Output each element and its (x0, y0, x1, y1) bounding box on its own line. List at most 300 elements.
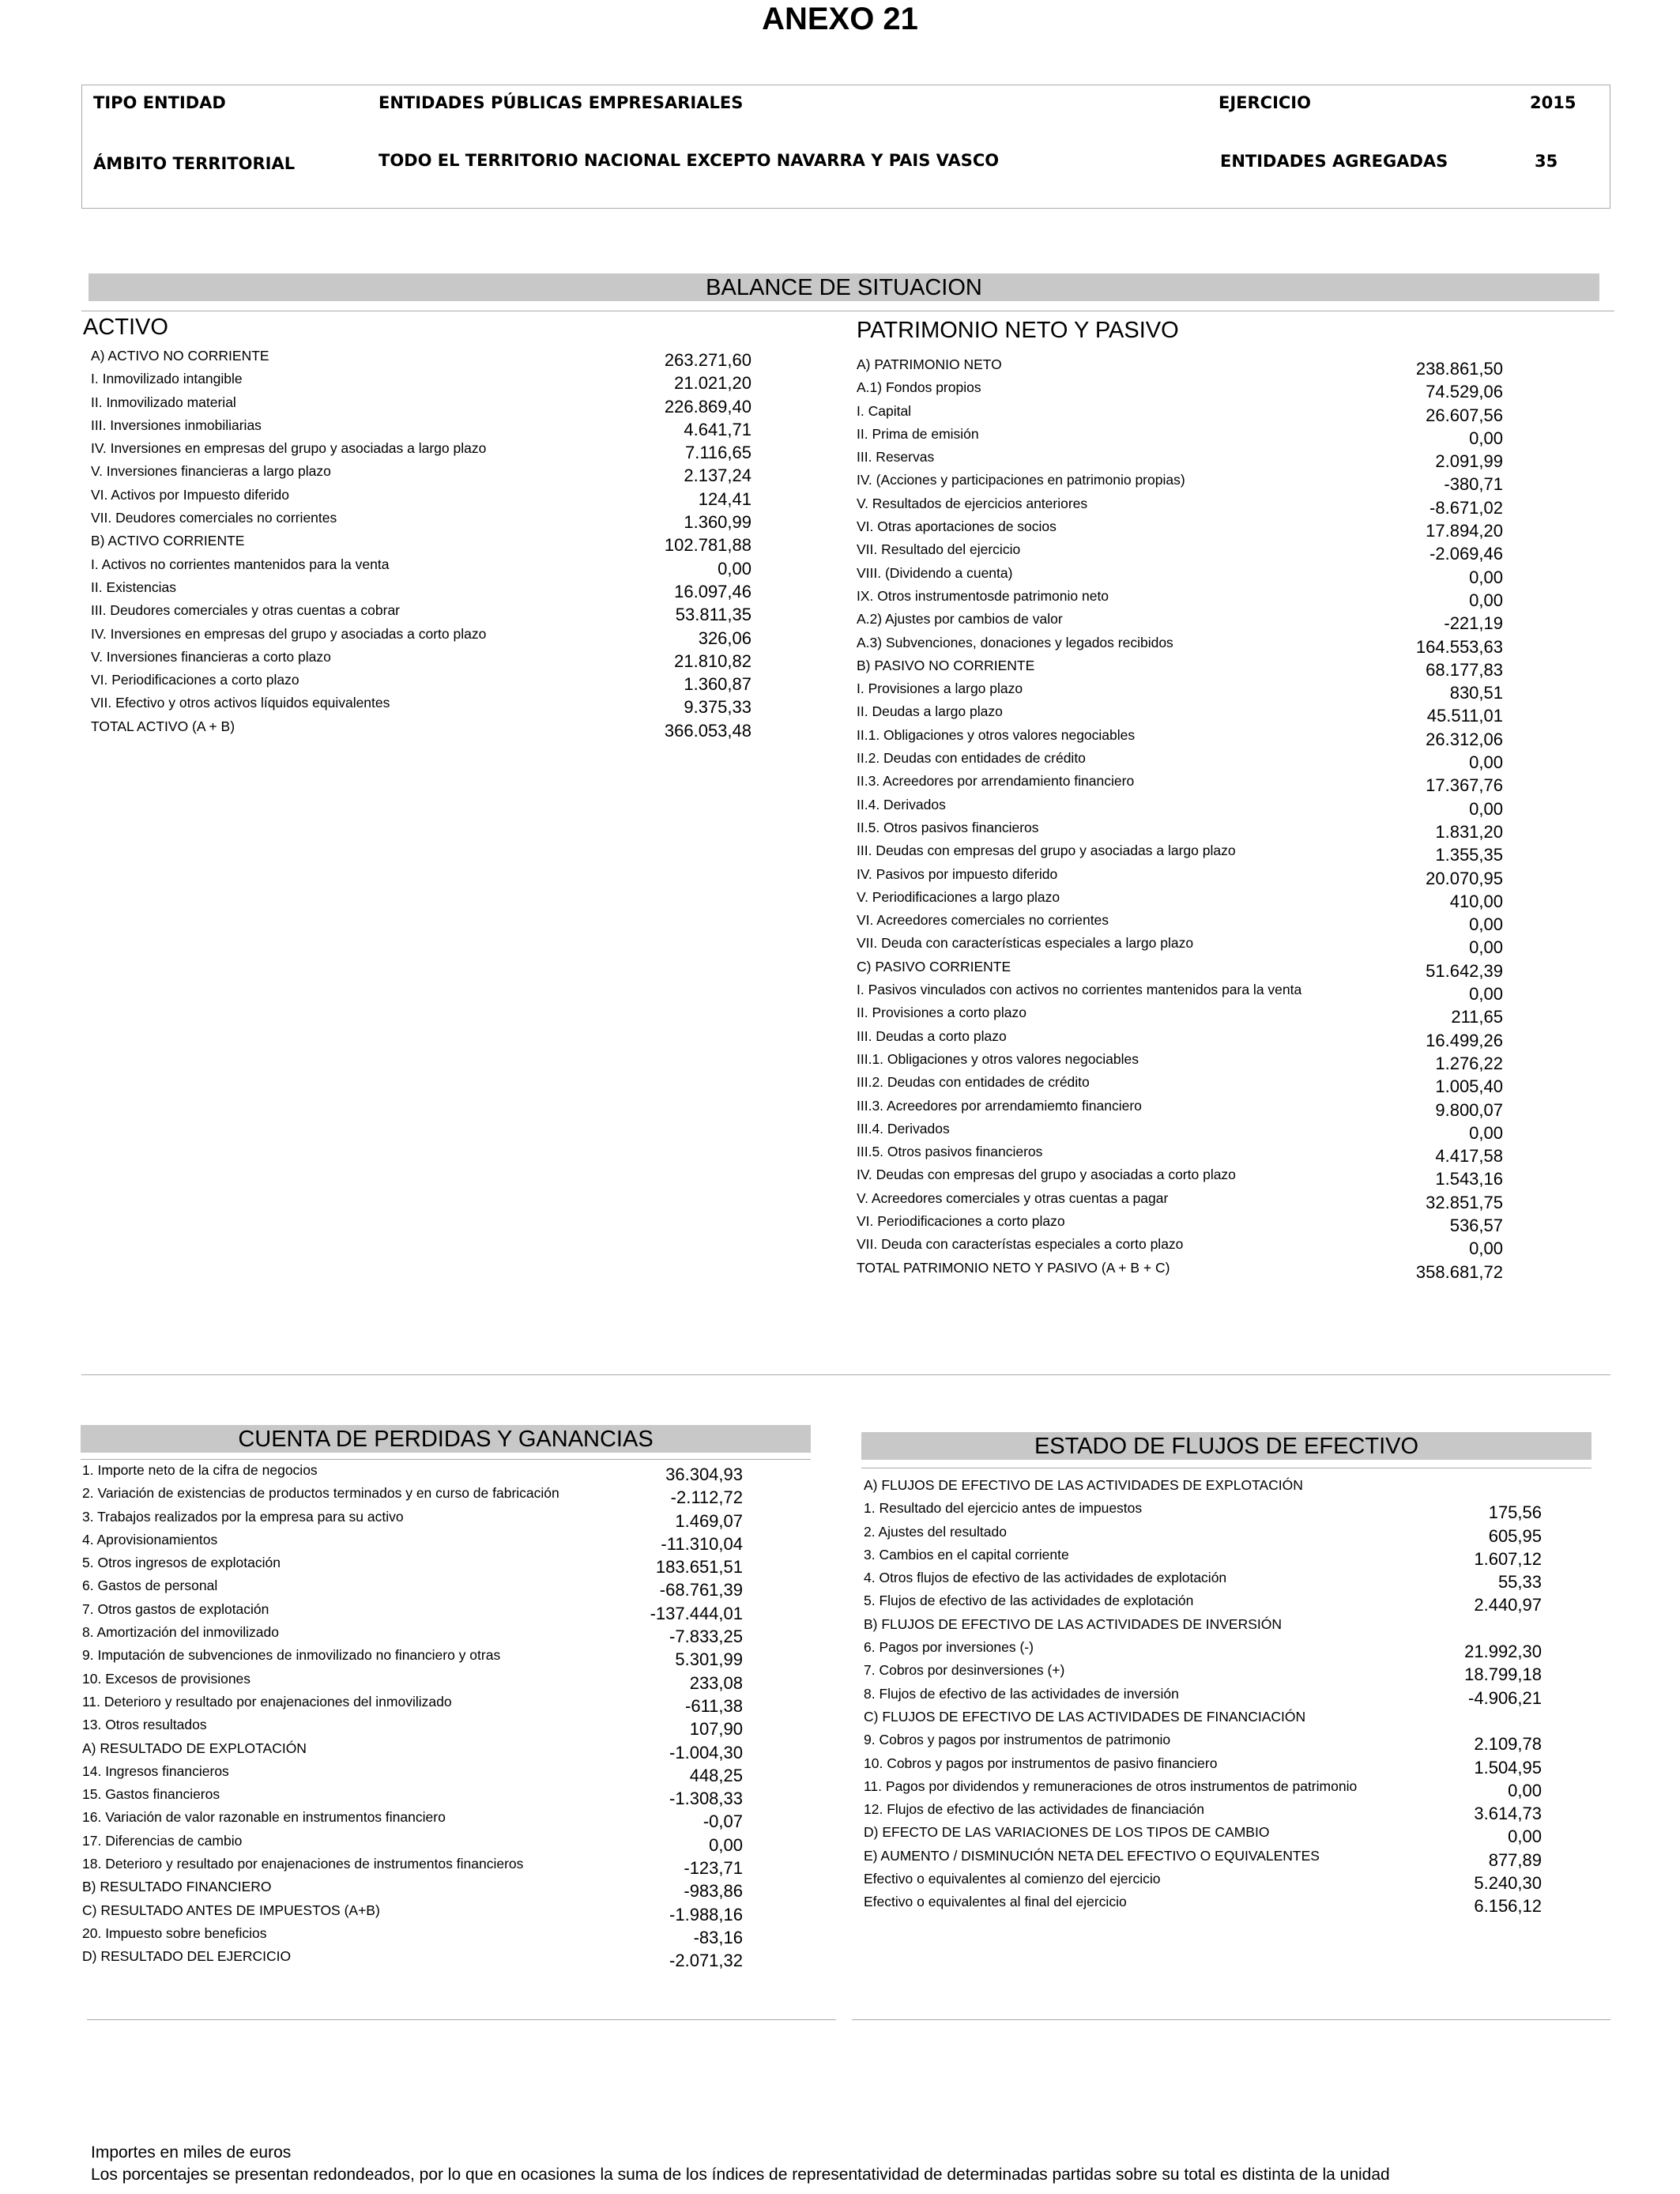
row-label: 1. Resultado del ejercicio antes de impuestos (864, 1500, 1143, 1517)
table-row (91, 463, 751, 486)
table-row (857, 866, 1503, 889)
entity-info-box (81, 85, 1610, 209)
row-label: Efectivo o equivalentes al final del ejercicio (864, 1894, 1127, 1910)
row-value: 0,00 (1508, 1826, 1542, 1847)
row-label: III. Deudas con empresas del grupo y asociadas a largo plazo (857, 843, 1236, 859)
balance-header: BALANCE DE SITUACION (89, 273, 1599, 301)
row-value: 0,00 (1469, 984, 1503, 1005)
table-row (857, 1121, 1503, 1144)
row-value: 226.869,40 (664, 396, 751, 417)
row-value: -221,19 (1444, 613, 1503, 634)
footer-rounding-note: Los porcentajes se presentan redondeados, por lo que en ocasiones la suma de los índices de representatividad de determinadas partidas sobre su total es distinta de la unidad (91, 2166, 1390, 2184)
row-value: 0,00 (1469, 567, 1503, 587)
row-value: 0,00 (1469, 1238, 1503, 1259)
row-label: 17. Diferencias de cambio (82, 1832, 243, 1849)
row-label: 6. Pagos por inversiones (-) (864, 1639, 1034, 1656)
table-row (857, 635, 1503, 658)
row-label: 7. Otros gastos de explotación (82, 1600, 269, 1617)
footer-notes (91, 2142, 1390, 2186)
row-value: 326,06 (698, 628, 751, 648)
row-label: VI. Periodificaciones a corto plazo (91, 672, 299, 688)
table-row (857, 426, 1503, 449)
row-label: TOTAL ACTIVO (A + B) (91, 718, 235, 734)
row-value: 448,25 (689, 1765, 743, 1785)
row-value: 5.240,30 (1474, 1873, 1542, 1894)
row-value: 16.499,26 (1426, 1030, 1503, 1050)
row-label: A) ACTIVO NO CORRIENTE (91, 348, 269, 364)
row-label: II.4. Derivados (857, 796, 946, 812)
row-value: 21.992,30 (1464, 1642, 1542, 1662)
table-row (82, 1485, 743, 1508)
table-row (864, 1871, 1542, 1894)
table-row (864, 1801, 1542, 1824)
row-value: -1.308,33 (669, 1789, 743, 1809)
row-value: 0,00 (1469, 937, 1503, 958)
table-row (857, 889, 1503, 912)
row-value: 20.070,95 (1426, 868, 1503, 888)
table-row (857, 449, 1503, 472)
row-value: 21.021,20 (674, 373, 751, 394)
table-row (82, 1694, 743, 1717)
row-label: III.3. Acreedores por arrendamiemto financiero (857, 1097, 1142, 1114)
table-row (857, 518, 1503, 541)
row-value: 605,95 (1488, 1525, 1542, 1546)
row-value: 21.810,82 (674, 650, 751, 671)
row-label: 14. Ingresos financieros (82, 1762, 229, 1779)
row-label: VII. Deuda con características especiales a largo plazo (857, 935, 1194, 952)
row-label: 8. Flujos de efectivo de las actividades de inversión (864, 1685, 1179, 1702)
row-value: 830,51 (1449, 683, 1503, 703)
row-value: 211,65 (1451, 1007, 1503, 1027)
table-row (82, 1948, 743, 1971)
pasivo-title: PATRIMONIO NETO Y PASIVO (857, 318, 1179, 343)
row-label: B) FLUJOS DE EFECTIVO DE LAS ACTIVIDADES DE INVERSIÓN (864, 1615, 1282, 1632)
row-label: I. Pasivos vinculados con activos no corrientes mantenidos para la venta (857, 982, 1302, 998)
row-value: -0,07 (703, 1811, 743, 1832)
table-row (864, 1662, 1542, 1685)
row-label: 18. Deterioro y resultado por enajenaciones de instrumentos financieros (82, 1856, 524, 1872)
table-row (82, 1786, 743, 1809)
pyg-table (82, 1462, 743, 1972)
row-value: 53.811,35 (675, 605, 751, 625)
table-row (857, 1236, 1503, 1259)
row-label: 1. Importe neto de la cifra de negocios (82, 1462, 318, 1478)
row-label: B) PASIVO NO CORRIENTE (857, 657, 1035, 673)
table-row (82, 1671, 743, 1694)
row-value: 0,00 (1469, 1122, 1503, 1143)
table-row (857, 1190, 1503, 1213)
row-label: II. Existencias (91, 579, 176, 595)
table-row (857, 982, 1503, 1005)
row-value: 1.276,22 (1435, 1053, 1503, 1073)
row-value: 0,00 (1469, 752, 1503, 773)
row-label: 5. Otros ingresos de explotación (82, 1555, 281, 1571)
row-value: 51.642,39 (1426, 960, 1503, 981)
row-label: 8. Amortización del inmovilizado (82, 1624, 280, 1641)
row-label: V. Inversiones financieras a largo plazo (91, 463, 331, 480)
table-row (82, 1856, 743, 1879)
table-row (857, 541, 1503, 564)
row-value: 0,00 (1508, 1780, 1542, 1800)
table-row (91, 533, 751, 556)
table-row (91, 649, 751, 672)
table-row (82, 1902, 743, 1925)
flujos-header: ESTADO DE FLUJOS DE EFECTIVO (861, 1432, 1591, 1460)
row-value: 3.614,73 (1474, 1804, 1542, 1824)
row-label: VII. Resultado del ejercicio (857, 541, 1021, 558)
row-value: 36.304,93 (665, 1465, 743, 1484)
row-label: 6. Gastos de personal (82, 1578, 218, 1594)
table-row (864, 1824, 1542, 1847)
row-value: 6.156,12 (1474, 1896, 1542, 1917)
row-label: A) FLUJOS DE EFECTIVO DE LAS ACTIVIDADES DE EXPLOTACIÓN (864, 1477, 1303, 1493)
table-row (82, 1578, 743, 1600)
table-row (864, 1894, 1542, 1917)
row-value: 358.681,72 (1415, 1261, 1503, 1282)
row-value: 68.177,83 (1426, 659, 1503, 680)
table-row (857, 1028, 1503, 1051)
row-label: II.2. Deudas con entidades de crédito (857, 750, 1086, 767)
row-label: III. Reservas (857, 449, 935, 466)
row-label: VI. Acreedores comerciales no corrientes (857, 912, 1109, 929)
row-value: 0,00 (718, 558, 751, 579)
row-label: IV. (Acciones y participaciones en patrimonio propias) (857, 472, 1185, 488)
table-row (82, 1509, 743, 1532)
table-row (82, 1462, 743, 1485)
table-row (857, 680, 1503, 703)
table-row (857, 727, 1503, 750)
row-label: II. Prima de emisión (857, 425, 979, 442)
ambito-label: ÁMBITO TERRITORIAL (93, 154, 296, 173)
row-value: 1.360,87 (684, 674, 751, 695)
table-row (864, 1755, 1542, 1778)
table-row (857, 356, 1503, 379)
agregadas-label: ENTIDADES AGREGADAS (1220, 152, 1448, 171)
table-row (857, 843, 1503, 865)
table-row (857, 588, 1503, 611)
row-value: 55,33 (1497, 1572, 1542, 1593)
table-row (864, 1616, 1542, 1639)
pyg-header: CUENTA DE PERDIDAS Y GANANCIAS (81, 1425, 811, 1453)
row-value: -7.833,25 (669, 1627, 743, 1647)
row-label: VI. Activos por Impuesto diferido (91, 486, 289, 503)
row-label: VIII. (Dividendo a cuenta) (857, 564, 1013, 581)
table-row (82, 1740, 743, 1763)
table-row (864, 1732, 1542, 1755)
table-row (857, 611, 1503, 634)
row-label: 4. Aprovisionamientos (82, 1531, 218, 1547)
row-label: VI. Periodificaciones a corto plazo (857, 1212, 1065, 1229)
row-value: 2.440,97 (1474, 1595, 1542, 1615)
row-value: 877,89 (1488, 1849, 1542, 1870)
table-row (82, 1879, 743, 1902)
row-label: I. Activos no corrientes mantenidos para la venta (91, 556, 390, 572)
table-row (82, 1555, 743, 1578)
row-label: 12. Flujos de efectivo de las actividades de financiación (864, 1801, 1204, 1818)
table-row (91, 417, 751, 440)
tipo-entidad-label: TIPO ENTIDAD (93, 93, 226, 112)
row-value: -123,71 (684, 1858, 743, 1879)
table-row (857, 773, 1503, 796)
row-label: II. Provisiones a corto plazo (857, 1005, 1026, 1021)
table-row (864, 1570, 1542, 1593)
row-label: III.1. Obligaciones y otros valores negociables (857, 1050, 1139, 1067)
row-label: VII. Deuda con característas especiales a corto plazo (857, 1236, 1184, 1253)
row-value: -8.671,02 (1430, 497, 1503, 518)
row-label: III.5. Otros pasivos financieros (857, 1144, 1043, 1160)
row-value: 410,00 (1449, 891, 1503, 911)
row-value: -11.310,04 (661, 1533, 743, 1554)
table-row (857, 1260, 1503, 1283)
row-value: 263.271,60 (664, 350, 751, 370)
row-value: 0,00 (1469, 798, 1503, 819)
row-value: 0,00 (1469, 590, 1503, 610)
table-row (857, 1005, 1503, 1027)
row-label: 3. Cambios en el capital corriente (864, 1546, 1069, 1563)
row-label: 11. Pagos por dividendos y remuneraciones de otros instrumentos de patrimonio (864, 1777, 1358, 1794)
row-label: C) RESULTADO ANTES DE IMPUESTOS (A+B) (82, 1902, 380, 1918)
table-row (91, 348, 751, 371)
table-row (857, 1098, 1503, 1121)
row-value: -68.761,39 (659, 1580, 743, 1600)
tipo-entidad-value: ENTIDADES PÚBLICAS EMPRESARIALES (379, 93, 744, 112)
ambito-value: TODO EL TERRITORIO NACIONAL EXCEPTO NAVARRA Y PAIS VASCO (379, 151, 1000, 170)
row-label: 7. Cobros por desinversiones (+) (864, 1662, 1065, 1679)
table-row (91, 394, 751, 417)
row-label: 5. Flujos de efectivo de las actividades de explotación (864, 1593, 1194, 1609)
activo-table (91, 348, 751, 741)
row-label: 9. Imputación de subvenciones de inmovilizado no financiero y otras (82, 1647, 501, 1664)
row-label: 11. Deterioro y resultado por enajenaciones del inmovilizado (82, 1693, 452, 1710)
row-value: 1.360,99 (684, 512, 751, 533)
row-label: VII. Deudores comerciales no corrientes (91, 510, 337, 526)
row-value: -1.004,30 (669, 1742, 743, 1762)
row-label: V. Resultados de ejercicios anteriores (857, 495, 1088, 511)
row-value: 0,00 (1469, 914, 1503, 935)
table-row (857, 1167, 1503, 1189)
row-value: 1.355,35 (1435, 845, 1503, 865)
row-label: IV. Pasivos por impuesto diferido (857, 865, 1058, 882)
row-value: 4.641,71 (684, 419, 751, 439)
row-value: 1.543,16 (1435, 1169, 1503, 1189)
row-label: II.1. Obligaciones y otros valores negociables (857, 726, 1136, 743)
table-row (864, 1709, 1542, 1732)
row-label: 3. Trabajos realizados por la empresa para su activo (82, 1508, 404, 1525)
row-value: 74.529,06 (1426, 382, 1503, 402)
table-row (857, 472, 1503, 495)
row-value: 45.511,01 (1426, 706, 1503, 726)
row-value: 164.553,63 (1415, 636, 1503, 657)
table-row (864, 1524, 1542, 1547)
row-label: VII. Efectivo y otros activos líquidos equivalentes (91, 695, 390, 711)
row-label: E) AUMENTO / DISMINUCIÓN NETA DEL EFECTIVO O EQUIVALENTES (864, 1847, 1320, 1864)
table-row (91, 602, 751, 625)
row-label: II.5. Otros pasivos financieros (857, 819, 1039, 835)
row-value: -2.069,46 (1430, 544, 1503, 564)
row-label: V. Periodificaciones a largo plazo (857, 888, 1060, 905)
table-row (864, 1848, 1542, 1871)
table-row (91, 626, 751, 649)
row-value: 1.831,20 (1435, 821, 1503, 842)
table-row (82, 1809, 743, 1832)
table-row (82, 1532, 743, 1555)
row-label: C) PASIVO CORRIENTE (857, 958, 1011, 974)
row-value: -380,71 (1444, 474, 1503, 495)
table-row (857, 403, 1503, 426)
row-label: I. Provisiones a largo plazo (857, 680, 1023, 697)
table-row (91, 440, 751, 463)
table-row (82, 1717, 743, 1740)
table-row (864, 1778, 1542, 1801)
row-label: IV. Inversiones en empresas del grupo y asociadas a largo plazo (91, 440, 487, 457)
row-value: 0,00 (1469, 428, 1503, 448)
row-value: -137.444,01 (650, 1603, 743, 1623)
row-value: 536,57 (1449, 1215, 1503, 1235)
row-label: II.3. Acreedores por arrendamiento financiero (857, 773, 1135, 790)
row-value: 107,90 (689, 1719, 743, 1740)
ejercicio-label: EJERCICIO (1219, 93, 1311, 112)
row-value: -1.988,16 (669, 1904, 743, 1924)
table-row (91, 487, 751, 510)
row-value: 238.861,50 (1415, 359, 1503, 379)
table-row (91, 672, 751, 695)
row-label: A.1) Fondos propios (857, 379, 981, 396)
row-label: III. Deudores comerciales y otras cuentas a cobrar (91, 602, 401, 619)
row-label: III. Inversiones inmobiliarias (91, 417, 262, 433)
row-value: -83,16 (693, 1927, 743, 1947)
divider (852, 2019, 1610, 2020)
row-value: 18.799,18 (1464, 1664, 1542, 1685)
row-label: 10. Excesos de provisiones (82, 1670, 251, 1687)
table-row (857, 1213, 1503, 1236)
row-value: 183.651,51 (655, 1557, 743, 1578)
row-label: Efectivo o equivalentes al comienzo del ejercicio (864, 1871, 1161, 1887)
table-row (82, 1833, 743, 1856)
table-row (857, 1074, 1503, 1097)
table-row (864, 1639, 1542, 1662)
row-value: -4.906,21 (1468, 1687, 1542, 1708)
row-value: 9.375,33 (684, 697, 751, 718)
table-row (857, 912, 1503, 935)
row-value: 17.367,76 (1426, 775, 1503, 796)
row-value: -983,86 (684, 1881, 743, 1902)
ejercicio-value: 2015 (1530, 93, 1576, 112)
row-label: D) RESULTADO DEL EJERCICIO (82, 1948, 292, 1965)
row-label: TOTAL PATRIMONIO NETO Y PASIVO (A + B + C) (857, 1259, 1170, 1276)
page-title: ANEXO 21 (762, 2, 918, 36)
table-row (857, 565, 1503, 588)
row-value: 2.109,78 (1474, 1734, 1542, 1755)
table-row (857, 703, 1503, 726)
table-row (91, 371, 751, 394)
activo-title: ACTIVO (83, 315, 168, 340)
row-label: 9. Cobros y pagos por instrumentos de patrimonio (864, 1732, 1171, 1748)
table-row (91, 556, 751, 579)
row-value: 17.894,20 (1426, 521, 1503, 541)
table-row (864, 1547, 1542, 1570)
row-label: I. Capital (857, 402, 912, 419)
row-value: 5.301,99 (675, 1649, 743, 1670)
divider (81, 1459, 811, 1460)
row-label: 2. Ajustes del resultado (864, 1523, 1007, 1540)
row-label: V. Inversiones financieras a corto plazo (91, 648, 331, 665)
row-value: 26.607,56 (1426, 405, 1503, 425)
table-row (857, 820, 1503, 843)
table-row (857, 797, 1503, 820)
row-label: D) EFECTO DE LAS VARIACIONES DE LOS TIPOS DE CAMBIO (864, 1824, 1270, 1841)
agregadas-value: 35 (1535, 152, 1558, 171)
row-value: 26.312,06 (1426, 729, 1503, 749)
row-value: -611,38 (685, 1695, 743, 1716)
row-label: 10. Cobros y pagos por instrumentos de pasivo financiero (864, 1755, 1218, 1771)
row-label: VI. Otras aportaciones de socios (857, 518, 1057, 535)
row-label: II. Inmovilizado material (91, 394, 236, 410)
row-label: III.4. Derivados (857, 1120, 950, 1137)
row-value: -2.112,72 (670, 1487, 743, 1508)
table-row (82, 1647, 743, 1670)
row-label: 13. Otros resultados (82, 1717, 207, 1733)
row-label: IV. Deudas con empresas del grupo y asociadas a corto plazo (857, 1167, 1236, 1183)
row-value: 7.116,65 (684, 443, 751, 463)
row-label: II. Deudas a largo plazo (857, 703, 1003, 720)
row-value: 1.607,12 (1474, 1548, 1542, 1569)
row-value: 102.781,88 (664, 535, 751, 556)
row-value: 233,08 (689, 1672, 743, 1693)
pasivo-table (857, 356, 1503, 1283)
row-value: 2.091,99 (1435, 451, 1503, 472)
table-row (857, 959, 1503, 982)
row-value: 1.005,40 (1435, 1076, 1503, 1097)
row-label: III. Deudas a corto plazo (857, 1027, 1007, 1044)
table-row (857, 1144, 1503, 1167)
row-value: 175,56 (1488, 1502, 1542, 1523)
divider (87, 2019, 836, 2020)
row-value: 4.417,58 (1435, 1146, 1503, 1167)
row-label: 20. Impuesto sobre beneficios (82, 1924, 267, 1941)
row-label: B) ACTIVO CORRIENTE (91, 533, 245, 549)
row-label: 4. Otros flujos de efectivo de las actividades de explotación (864, 1570, 1227, 1586)
table-row (91, 510, 751, 533)
row-value: 32.851,75 (1426, 1192, 1503, 1212)
row-value: 1.469,07 (675, 1510, 743, 1531)
table-row (91, 695, 751, 718)
table-row (82, 1763, 743, 1786)
row-value: 1.504,95 (1474, 1757, 1542, 1777)
row-label: C) FLUJOS DE EFECTIVO DE LAS ACTIVIDADES DE FINANCIACIÓN (864, 1708, 1306, 1725)
row-value: 16.097,46 (674, 581, 751, 601)
row-label: A.3) Subvenciones, donaciones y legados recibidos (857, 634, 1173, 650)
row-label: IV. Inversiones en empresas del grupo y asociadas a corto plazo (91, 625, 487, 642)
table-row (91, 718, 751, 741)
table-row (857, 1051, 1503, 1074)
divider (81, 1374, 1610, 1375)
row-value: 366.053,48 (664, 720, 751, 741)
table-row (82, 1601, 743, 1624)
table-row (91, 579, 751, 602)
table-row (82, 1925, 743, 1948)
row-label: 2. Variación de existencias de productos terminados y en curso de fabricación (82, 1485, 559, 1502)
row-label: B) RESULTADO FINANCIERO (82, 1879, 272, 1895)
table-row (82, 1624, 743, 1647)
table-row (857, 496, 1503, 518)
row-label: IX. Otros instrumentosde patrimonio neto (857, 587, 1109, 604)
row-label: 15. Gastos financieros (82, 1786, 220, 1803)
table-row (864, 1477, 1542, 1500)
row-label: 16. Variación de valor razonable en instrumentos financiero (82, 1809, 446, 1826)
row-label: I. Inmovilizado intangible (91, 371, 243, 387)
table-row (864, 1500, 1542, 1523)
flujos-table (864, 1477, 1542, 1917)
